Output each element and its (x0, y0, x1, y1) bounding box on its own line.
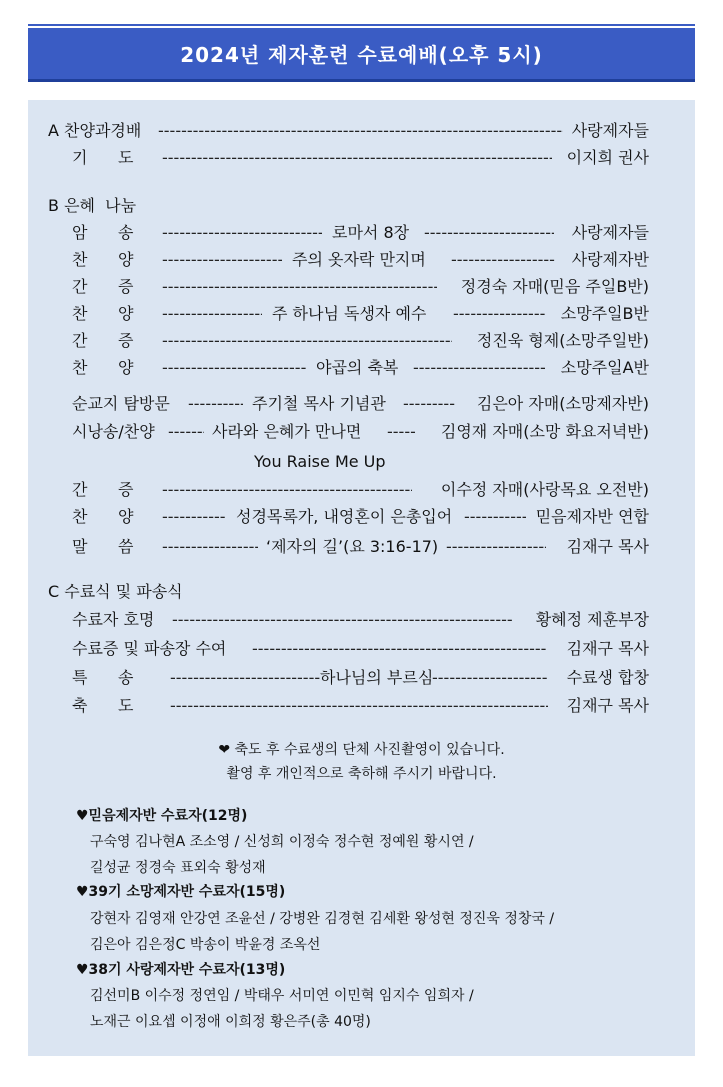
row-label: 간 증 (72, 277, 134, 296)
row-value: 정경숙 자매(믿음 주일B반) (460, 277, 649, 296)
row-label: 찬 양 (72, 304, 134, 323)
leader-dots (162, 274, 437, 300)
row-value: 김은아 자매(소망제자반) (476, 394, 649, 413)
row-value: 김재구 목사 (566, 639, 649, 658)
program-row (28, 419, 695, 445)
row-value: 김영재 자매(소망 화요저녁반) (440, 422, 649, 441)
row-value: 이수정 자매(사랑목요 오전반) (440, 480, 649, 499)
row-label: 순교지 탐방문 (72, 394, 170, 413)
header-top-line (28, 24, 695, 26)
row-value: 이지희 권사 (566, 148, 649, 167)
leader-dots (162, 504, 226, 530)
leader-dots (162, 328, 452, 354)
leader-dots (162, 145, 552, 171)
leader-dots (188, 391, 243, 417)
program-row (28, 328, 695, 354)
leader-dots (424, 220, 554, 246)
graduate-names: 김은아 김은정C 박송이 박윤경 조옥선 (90, 937, 321, 953)
notice-line: ❤ 축도 후 수료생의 단체 사진촬영이 있습니다. (218, 742, 505, 758)
leader-dots (162, 301, 262, 327)
leader-dots (162, 220, 322, 246)
row-value: 믿음제자반 연합 (535, 507, 649, 526)
graduate-names: 구숙영 김나현A 조소영 / 신성희 이정숙 정수현 정예원 황시연 / (90, 834, 474, 850)
leader-dots (168, 419, 204, 445)
program-row (28, 477, 695, 503)
graduate-names: 길성균 정경숙 표외숙 황성재 (90, 860, 266, 876)
notice-line: 촬영 후 개인적으로 축하해 주시기 바랍니다. (226, 766, 497, 782)
leader-dots (451, 247, 555, 273)
program-row (28, 247, 695, 273)
row-label: 찬 양 (72, 358, 134, 377)
program-row (28, 274, 695, 300)
row-label: 수료자 호명 (72, 610, 155, 629)
section-c-label: C 수료식 및 파송식 (48, 582, 183, 601)
row-label: 수료증 및 파송장 수여 (72, 639, 227, 658)
row-value: 사랑제자들 (571, 121, 649, 140)
program-panel (28, 100, 695, 1056)
graduate-group-title: ♥믿음제자반 수료자(12명) (76, 808, 248, 824)
graduate-group-title: ♥38기 사랑제자반 수료자(13명) (76, 962, 286, 978)
graduate-names: 강현자 김영재 안강연 조윤선 / 강병완 김경현 김세환 왕성현 정진욱 정창국 / (90, 911, 555, 927)
row-middle: You Raise Me Up (254, 452, 386, 471)
program-row (28, 391, 695, 417)
row-label: 간 증 (72, 480, 134, 499)
program-row (28, 504, 695, 530)
row-middle: 주기철 목사 기념관 (252, 394, 386, 413)
row-value: 소망주일B반 (560, 304, 649, 323)
program-row (28, 449, 695, 475)
row-label: 암 송 (72, 223, 134, 242)
section-a-label: A 찬양과경배 (48, 121, 142, 140)
title-banner (28, 28, 695, 82)
row-middle: 야곱의 축복 (316, 358, 399, 377)
program-row (28, 145, 695, 171)
section-b-label: B 은혜 나눔 (48, 196, 137, 215)
row-label: 간 증 (72, 331, 134, 350)
row-value: 사랑제자반 (571, 250, 649, 269)
graduate-group-title: ♥39기 소망제자반 수료자(15명) (76, 884, 286, 900)
row-value: 황혜정 제훈부장 (535, 610, 649, 629)
leader-dots (162, 355, 307, 381)
row-value: 김재구 목사 (566, 696, 649, 715)
program-row (28, 665, 695, 691)
row-label: 찬 양 (72, 507, 134, 526)
page-title: 2024년 제자훈련 수료예배(오후 5시) (180, 43, 543, 67)
row-value: 소망주일A반 (560, 358, 649, 377)
row-value: 수료생 합창 (566, 668, 649, 687)
leader-dots (403, 391, 455, 417)
leader-dots (170, 665, 320, 691)
leader-dots (453, 301, 546, 327)
row-label: 특 송 (72, 668, 134, 687)
program-row (28, 636, 695, 662)
leader-dots (162, 477, 412, 503)
program-row (28, 301, 695, 327)
leader-dots (432, 665, 547, 691)
leader-dots (158, 118, 563, 144)
row-label: 찬 양 (72, 250, 134, 269)
program-row (28, 355, 695, 381)
leader-dots (162, 247, 282, 273)
leader-dots (170, 693, 548, 719)
row-label: 시낭송/찬양 (72, 422, 155, 441)
row-value: 정진욱 형제(소망주일반) (476, 331, 649, 350)
leader-dots (387, 419, 415, 445)
row-middle: 로마서 8장 (332, 223, 410, 242)
row-value: 김재구 목사 (566, 537, 649, 556)
leader-dots (252, 636, 547, 662)
program-row (28, 607, 695, 633)
program-row (28, 118, 695, 144)
row-middle: ‘제자의 길’(요 3:16-17) (266, 537, 439, 556)
leader-dots (464, 504, 526, 530)
graduate-names: 김선미B 이수정 정연임 / 박태우 서미연 이민혁 임지수 임희자 / (90, 988, 474, 1004)
program-row (28, 534, 695, 560)
program-row (28, 693, 695, 719)
row-label: 축 도 (72, 696, 134, 715)
row-middle: 하나님의 부르심 (320, 668, 434, 687)
row-label: 기 도 (72, 148, 134, 167)
row-value: 사랑제자들 (571, 223, 649, 242)
leader-dots (162, 534, 258, 560)
leader-dots (446, 534, 546, 560)
program-row (28, 579, 695, 605)
leader-dots (172, 607, 512, 633)
program-row (28, 220, 695, 246)
leader-dots (413, 355, 545, 381)
graduate-names: 노재근 이요셉 이정애 이희정 황은주(총 40명) (90, 1014, 371, 1030)
program-row (28, 193, 695, 219)
row-middle: 사라와 은혜가 만나면 (212, 422, 362, 441)
row-label: 말 씀 (72, 537, 134, 556)
row-middle: 성경목록가, 내영혼이 은총입어 (236, 507, 453, 526)
row-middle: 주 하나님 독생자 예수 (272, 304, 427, 323)
row-middle: 주의 옷자락 만지며 (292, 250, 426, 269)
